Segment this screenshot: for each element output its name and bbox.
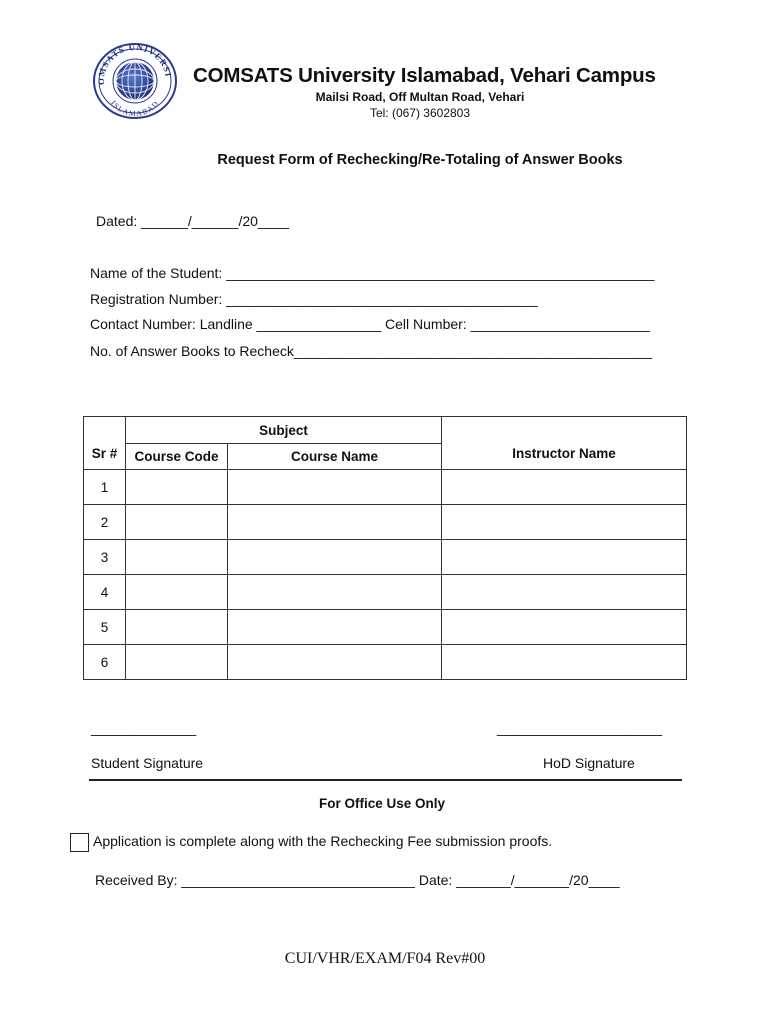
instructor-name-cell[interactable] (442, 575, 687, 610)
university-logo (92, 42, 178, 120)
table-row (84, 610, 687, 645)
row-sr: 4 (84, 575, 126, 610)
col-header-sr: Sr # (84, 417, 126, 470)
instructor-name-cell[interactable] (442, 505, 687, 540)
office-use-heading: For Office Use Only (318, 796, 446, 811)
dated-field[interactable]: Dated: ______/______/20____ (96, 213, 290, 229)
table-header-row-subject (84, 417, 687, 444)
course-name-cell[interactable] (228, 540, 442, 575)
course-code-cell[interactable] (126, 540, 228, 575)
table-row (84, 505, 687, 540)
application-complete-label: Application is complete along with the Rechecking Fee submission proofs. (93, 833, 553, 849)
logo-text-bottom: ISLAMABAD (109, 98, 161, 119)
student-signature-line[interactable]: ______________ (91, 720, 196, 736)
student-signature-label: Student Signature (91, 755, 204, 771)
hod-signature-label: HoD Signature (543, 755, 635, 771)
course-code-cell[interactable] (126, 505, 228, 540)
form-title: Request Form of Rechecking/Re-Totaling of Answer Books (217, 152, 623, 168)
course-name-cell[interactable] (228, 610, 442, 645)
courses-table (83, 416, 687, 680)
course-code-cell[interactable] (126, 645, 228, 680)
table-row (84, 645, 687, 680)
section-divider (89, 779, 682, 781)
col-header-course-code: Course Code (126, 444, 228, 470)
row-sr: 3 (84, 540, 126, 575)
row-sr: 2 (84, 505, 126, 540)
col-header-course-name: Course Name (228, 444, 442, 470)
col-header-subject: Subject (126, 417, 442, 444)
course-name-cell[interactable] (228, 505, 442, 540)
campus-address: Mailsi Road, Off Multan Road, Vehari (315, 90, 525, 104)
course-code-cell[interactable] (126, 470, 228, 505)
university-name: COMSATS University Islamabad, Vehari Campus (193, 64, 656, 87)
hod-signature-line[interactable]: ______________________ (497, 720, 662, 736)
form-code: CUI/VHR/EXAM/F04 Rev#00 (284, 950, 486, 967)
application-complete-checkbox[interactable] (70, 833, 89, 852)
course-name-cell[interactable] (228, 470, 442, 505)
instructor-name-cell[interactable] (442, 645, 687, 680)
received-by-field[interactable]: Received By: ______________________________ Date: _______/_______/20____ (95, 872, 620, 888)
row-sr: 5 (84, 610, 126, 645)
campus-telephone: Tel: (067) 3602803 (369, 106, 471, 120)
col-header-instructor-name: Instructor Name (442, 417, 687, 470)
logo-text-top: OMSATS UNIVERSI (95, 42, 174, 85)
course-code-cell[interactable] (126, 610, 228, 645)
student-name-field[interactable]: Name of the Student: _______________________________________________________ (90, 265, 655, 281)
table-row (84, 470, 687, 505)
course-name-cell[interactable] (228, 575, 442, 610)
answer-books-count-field[interactable]: No. of Answer Books to Recheck______________________________________________ (90, 343, 653, 359)
row-sr: 1 (84, 470, 126, 505)
course-code-cell[interactable] (126, 575, 228, 610)
course-name-cell[interactable] (228, 645, 442, 680)
row-sr: 6 (84, 645, 126, 680)
contact-number-field[interactable]: Contact Number: Landline ________________ Cell Number: _______________________ (90, 316, 650, 332)
table-row (84, 540, 687, 575)
instructor-name-cell[interactable] (442, 610, 687, 645)
instructor-name-cell[interactable] (442, 540, 687, 575)
instructor-name-cell[interactable] (442, 470, 687, 505)
registration-number-field[interactable]: Registration Number: ________________________________________ (90, 291, 538, 307)
table-row (84, 575, 687, 610)
